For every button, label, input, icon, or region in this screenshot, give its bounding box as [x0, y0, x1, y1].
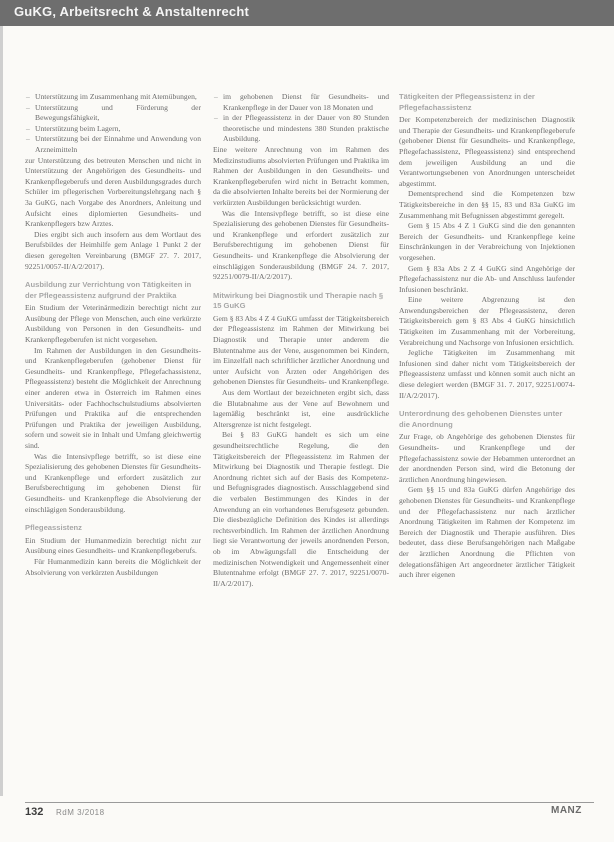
- paragraph: Gem § 83 Abs 4 Z 4 GuKG umfasst der Tätigkeitsbereich der Pflegeassistenz im Rahmen der Mitwirkung bei Diagnostik und Therapie unter anderem die Blutentnahme aus der Vene, ausgenommen bei Kindern, im Einzelfall nach schriftlicher ärztlicher Anordnung und unter Aufsicht von Ärzten oder Angehörigen des gehobenen Dienstes für Gesundheits- und Krankenpflege.: [213, 313, 389, 387]
- paragraph: Jegliche Tätigkeiten im Zusammenhang mit Infusionen sind daher nicht vom Tätigkeitsbereich der Pflegeassistenz umfasst und können somit auch nicht an diese delegiert werden (BMGF 31. 7. 2017, 92251/0074-II/A/2/2017).: [399, 348, 575, 400]
- publisher-logo: MANZ: [551, 805, 582, 816]
- section-heading: Mitwirkung bei Diagnostik und Therapie nach § 15 GuKG: [213, 290, 384, 311]
- list-item: – im gehobenen Dienst für Gesundheits- und Krankenpflege in der Dauer von 18 Monaten und: [223, 92, 389, 113]
- paragraph: Zur Frage, ob Angehörige des gehobenen Dienstes für Gesundheits- und Krankenpflege und der Pflegefachassistenz sowie der Hebammen unterordnet an der anordnenden Person sind, wird die Betonung der ärztlichen Anordnung hingewiesen.: [399, 432, 575, 484]
- paragraph: Bei § 83 GuKG handelt es sich um eine gesundheitsrechtliche Regelung, die den Tätigkeitsbereich der Pflegeassistenz im Rahmen der Mitwirkung bei Diagnostik und Therapie festlegt. Die Anordnung richtet sich auf der Basis des Kompetenz- und Befugnisgrades diagnostisch. Ausschlaggebend sind die verbalen Bestimmungen des Kindes in der Anwendung an ein vorhandenes Berufsgesetz gebunden. Die diesbezügliche Definition des Kindes ist allerdings rechtsverbindlich. Im Rahmen der ärztlichen Anordnung liegt sie Verantwortung der jeweils anordnenden Person, ob im Abwägungsfall die Entscheidung der medizinischen Notwendigkeit und Angemessenheit einer Blutentnahme erfolgt (BMGF 27. 7. 2017, 92251/0070-II/A/2/2017).: [213, 430, 389, 588]
- list-item: – Unterstützung und Förderung der Bewegungsfähigkeit,: [35, 103, 201, 124]
- paragraph: Gem §§ 15 und 83a GuKG dürfen Angehörige des gehobenen Dienstes für Gesundheits- und Krankenpflege und der Pflegefachassistenz nur nach ärztlicher Anordnung Tätigkeiten im Rahmen der Kompetenz im Bereich der Diagnostik und Therapie ausführen. Dies bedeutet, dass diese Berufsangehörigen nach Maßgabe der ärztlichen Anordnung die Pflichten von delegationsfähigen Art angeordneter ärztlicher Tätigkeit auch ihrer eigenen: [399, 485, 575, 580]
- running-header-bar: [0, 0, 614, 26]
- paragraph: zur Unterstützung des betreuten Menschen und nicht in Unterstützung der Angehörigen des Gesundheits- und Krankenpflegeberufs und deren Ausbildungsgrades durch Schüler im pflegerischen Vorbereitungslehrgang nach § 3a GuKG, nach Vorgabe des Anordners, Anleitung und Aufsicht eines diplomierten Gesundheits- und Krankenpflegers bzw Arztes.: [25, 155, 201, 229]
- page-side-margin: [0, 26, 3, 796]
- paragraph: Aus dem Wortlaut der bezeichneten ergibt sich, dass die Blutabnahme aus der Vene auf Bewohnern und lagemäßig beschränkt ist, eine ausdrückliche Altersgrenze ist nicht festgelegt.: [213, 388, 389, 429]
- paragraph: Eine weitere Abgrenzung ist den Anwendungsbereichen der Pflegeassistenz, deren Tätigkeitsbereich gem § 83 Abs 4 GuKG hinsichtlich Tätigkeiten im Zusammenhang mit der Vorbereitung, Verabreichung und Nachsorge von Infusionen ersichtlich.: [399, 295, 575, 347]
- section-heading: Ausbildung zur Verrichtung von Tätigkeiten in der Pflegeassistenz aufgrund der Praktika: [25, 280, 192, 300]
- list-item: – in der Pflegeassistenz in der Dauer von 80 Stunden theoretische und mindestens 380 Stunden praktische Ausbildung.: [223, 113, 389, 145]
- page-number: 132: [25, 806, 44, 818]
- paragraph: Im Rahmen der Ausbildungen in den Gesundheits- und Krankenpflegeberufen (gehobener Dienst für Gesundheits- und Krankenpflege, Pflegefachassistenz, Pflegeassistenz) besteht die Möglichkeit der Anrechnung einer anderen etwa in Österreich im Rahmen eines Universitäts- oder Fachhochschulstudiums absolvierten Prüfungen und Praktika auf die entsprechenden Prüfungen und Praktika der jeweiligen Ausbildung, sofern und soweit sie in Inhalt und Umfang gleichwertig sind.: [25, 345, 201, 450]
- text-column-1: [25, 92, 201, 578]
- list-item: – Unterstützung beim Lagern,: [35, 124, 201, 135]
- paragraph: Gem § 15 Abs 4 Z 1 GuKG sind die den genannten Bereich der Gesundheits- und Krankenpflege keine Einschränkungen in der Verabreichung von Injektionen vorgesehen.: [399, 221, 575, 262]
- bullet-list: [213, 92, 389, 145]
- running-header-title: GuKG, Arbeitsrecht & Anstaltenrecht: [14, 4, 250, 19]
- paragraph: Dementsprechend sind die Kompetenzen bzw Tätigkeitsbereiche in den §§ 15, 83 und 83a GuKG im Zusammenhang mit Befugnissen abgestimmt geregelt.: [399, 189, 575, 220]
- footer-divider: [25, 802, 594, 803]
- list-item: – Unterstützung bei der Einnahme und Anwendung von Arzneimitteln: [35, 134, 201, 155]
- paragraph: Ein Studium der Veterinärmedizin berechtigt nicht zur Ausübung der Pflege von Menschen, auch eine verkürzte Ausbildung von Personen in den Gesundheits- und Krankenpflegeberufen ist nicht vorgesehen.: [25, 303, 201, 345]
- section-heading: Unterordnung des gehobenen Dienstes unter die Anordnung: [399, 409, 563, 429]
- paragraph: Der Kompetenzbereich der medizinischen Diagnostik und Therapie der Gesundheits- und Krankenpflegeberufe (gehobener Dienst für Gesundheits- und Krankenpflege, Pflegefachassistenz, Pflegeassistenz) sind entsprechend dem jeweiligen Ausbildung an und die Verantwortungsebenen von Anordnungen unterscheidet abgestimmt.: [399, 115, 575, 188]
- paragraph: Gem § 83a Abs 2 Z 4 GuKG sind Angehörige der Pflegefachassistenz nur die Ab- und Anschluss laufender Infusionen beschränkt.: [399, 263, 575, 294]
- paragraph: Für Humanmedizin kann bereits die Möglichkeit der Absolvierung von verkürzten Ausbildungen: [25, 556, 201, 577]
- section-heading: Pflegeassistenz: [25, 523, 82, 533]
- bullet-list: [25, 92, 201, 156]
- paragraph: Was die Intensivpflege betrifft, so ist diese eine Spezialisierung des gehobenen Dienstes für Gesundheits- und Krankenpflege und erfordert zusätzlich zur Berufsberechtigung im gehobenen Dienst für Gesundheits- und Krankenpflege die Absolvierung der einschlägigen Sonderausbildung.: [25, 451, 201, 514]
- text-column-3: [399, 92, 575, 581]
- paragraph: Was die Intensivpflege betrifft, so ist diese eine Spezialisierung des gehobenen Dienstes für Gesundheits- und Krankenpflege und erfordert zusätzlich zur Berufsberechtigung im gehobenen Dienst für Gesundheits- und Krankenpflege die Absolvierung der einschlägigen Sonderausbildung (BMGF 24. 7. 2017, 92251/0079-II/A/2/2017).: [213, 208, 389, 282]
- list-item: – Unterstützung im Zusammenhang mit Atemübungen,: [35, 92, 201, 103]
- paragraph: Dies ergibt sich auch insofern aus dem Wortlaut des Berufsbildes der Heimhilfe gem Anlage 1 Punkt 2 der diesen geregelten Vereinbarung (BMGF 27. 7. 2017, 92251/0057-II/A/2/2017).: [25, 229, 201, 271]
- journal-issue: RdM 3/2018: [56, 808, 105, 817]
- text-column-2: [213, 92, 389, 589]
- section-heading: Tätigkeiten der Pflegeassistenz in der Pflegefachassistenz: [399, 92, 535, 112]
- paragraph: Ein Studium der Humanmedizin berechtigt nicht zur Ausübung eines Gesundheits- und Krankenpflegeberufs.: [25, 535, 201, 556]
- paragraph: Eine weitere Anrechnung von im Rahmen des Medizinstudiums absolvierten Prüfungen und Praktika im Rahmen der Ausbildungen in den Gesundheits- und Krankenpflegeberufen wird nicht in Betracht kommen, da die absolvierten Inhalte bereits bei der Normierung der verkürzten Ausbildungen berücksichtigt wurden.: [213, 144, 389, 207]
